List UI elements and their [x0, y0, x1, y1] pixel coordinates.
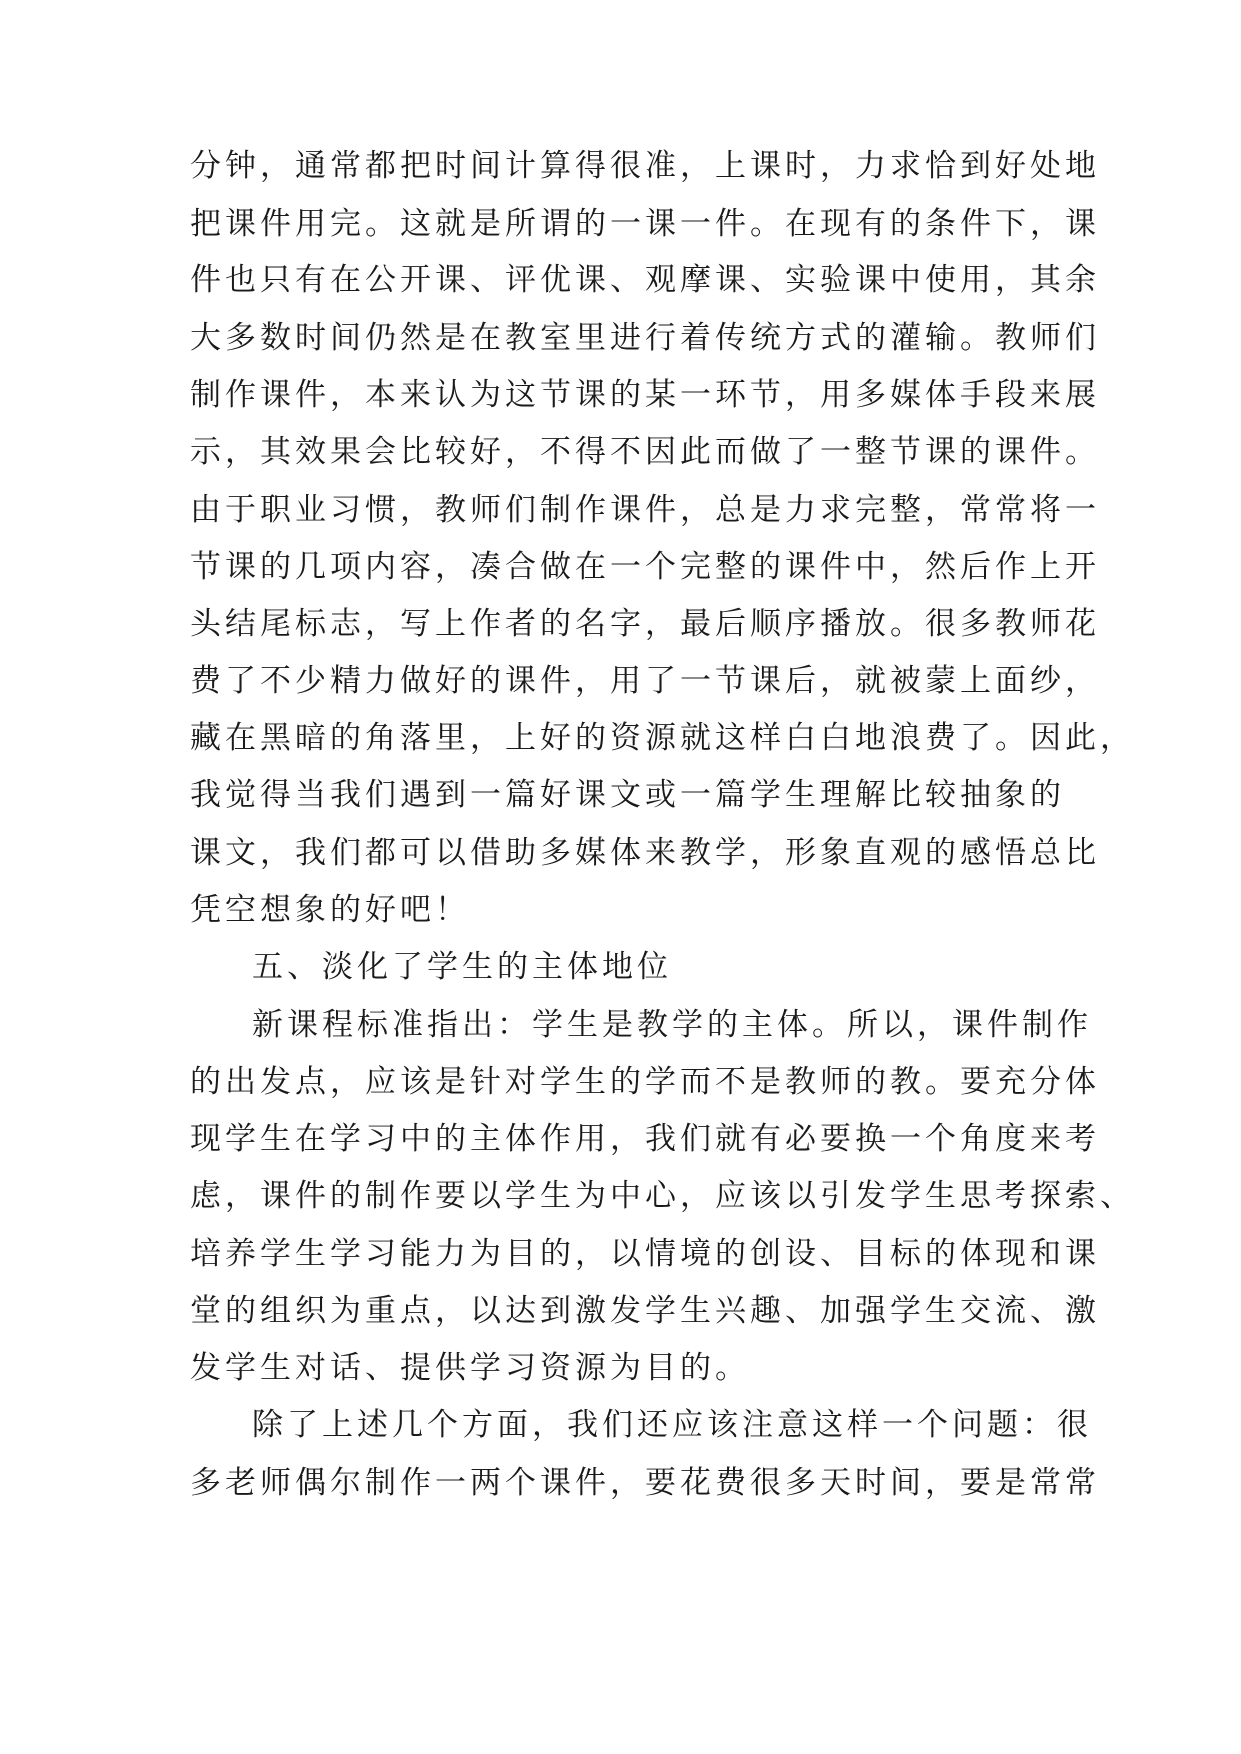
- text-line: 我觉得当我们遇到一篇好课文或一篇学生理解比较抽象的: [190, 777, 1065, 813]
- text-line: 制作课件，本来认为这节课的某一环节，用多媒体手段来展: [190, 377, 1100, 413]
- text-line: 课文，我们都可以借助多媒体来教学，形象直观的感悟总比: [190, 835, 1100, 871]
- text-line: 堂的组织为重点，以达到激发学生兴趣、加强学生交流、激: [190, 1293, 1100, 1329]
- text-line: 培养学生学习能力为目的，以情境的创设、目标的体现和课: [190, 1236, 1100, 1272]
- text-line: 除了上述几个方面，我们还应该注意这样一个问题：很: [252, 1407, 1092, 1443]
- text-line: 把课件用完。这就是所谓的一课一件。在现有的条件下，课: [190, 206, 1100, 242]
- text-line: 由于职业习惯，教师们制作课件，总是力求完整，常常将一: [190, 492, 1100, 528]
- section-heading: 五、淡化了学生的主体地位: [252, 949, 672, 985]
- text-line: 费了不少精力做好的课件，用了一节课后，就被蒙上面纱，: [190, 663, 1100, 699]
- text-line: 发学生对话、提供学习资源为目的。: [190, 1350, 750, 1386]
- text-line: 头结尾标志，写上作者的名字，最后顺序播放。很多教师花: [190, 606, 1100, 642]
- text-line: 现学生在学习中的主体作用，我们就有必要换一个角度来考: [190, 1121, 1100, 1157]
- text-line: 节课的几项内容，凑合做在一个完整的课件中，然后作上开: [190, 549, 1100, 585]
- text-line: 凭空想象的好吧！: [190, 892, 470, 928]
- text-line: 新课程标准指出：学生是教学的主体。所以，课件制作: [252, 1007, 1092, 1043]
- text-line: 虑，课件的制作要以学生为中心，应该以引发学生思考探索、: [190, 1178, 1135, 1214]
- text-line: 多老师偶尔制作一两个课件，要花费很多天时间，要是常常: [190, 1465, 1100, 1501]
- text-line: 大多数时间仍然是在教室里进行着传统方式的灌输。教师们: [190, 320, 1100, 356]
- text-line: 分钟，通常都把时间计算得很准，上课时，力求恰到好处地: [190, 148, 1100, 184]
- text-line: 件也只有在公开课、评优课、观摩课、实验课中使用，其余: [190, 262, 1100, 298]
- text-line: 的出发点，应该是针对学生的学而不是教师的教。要充分体: [190, 1064, 1100, 1100]
- text-line: 藏在黑暗的角落里，上好的资源就这样白白地浪费了。因此，: [190, 720, 1135, 756]
- text-line: 示，其效果会比较好，不得不因此而做了一整节课的课件。: [190, 434, 1100, 470]
